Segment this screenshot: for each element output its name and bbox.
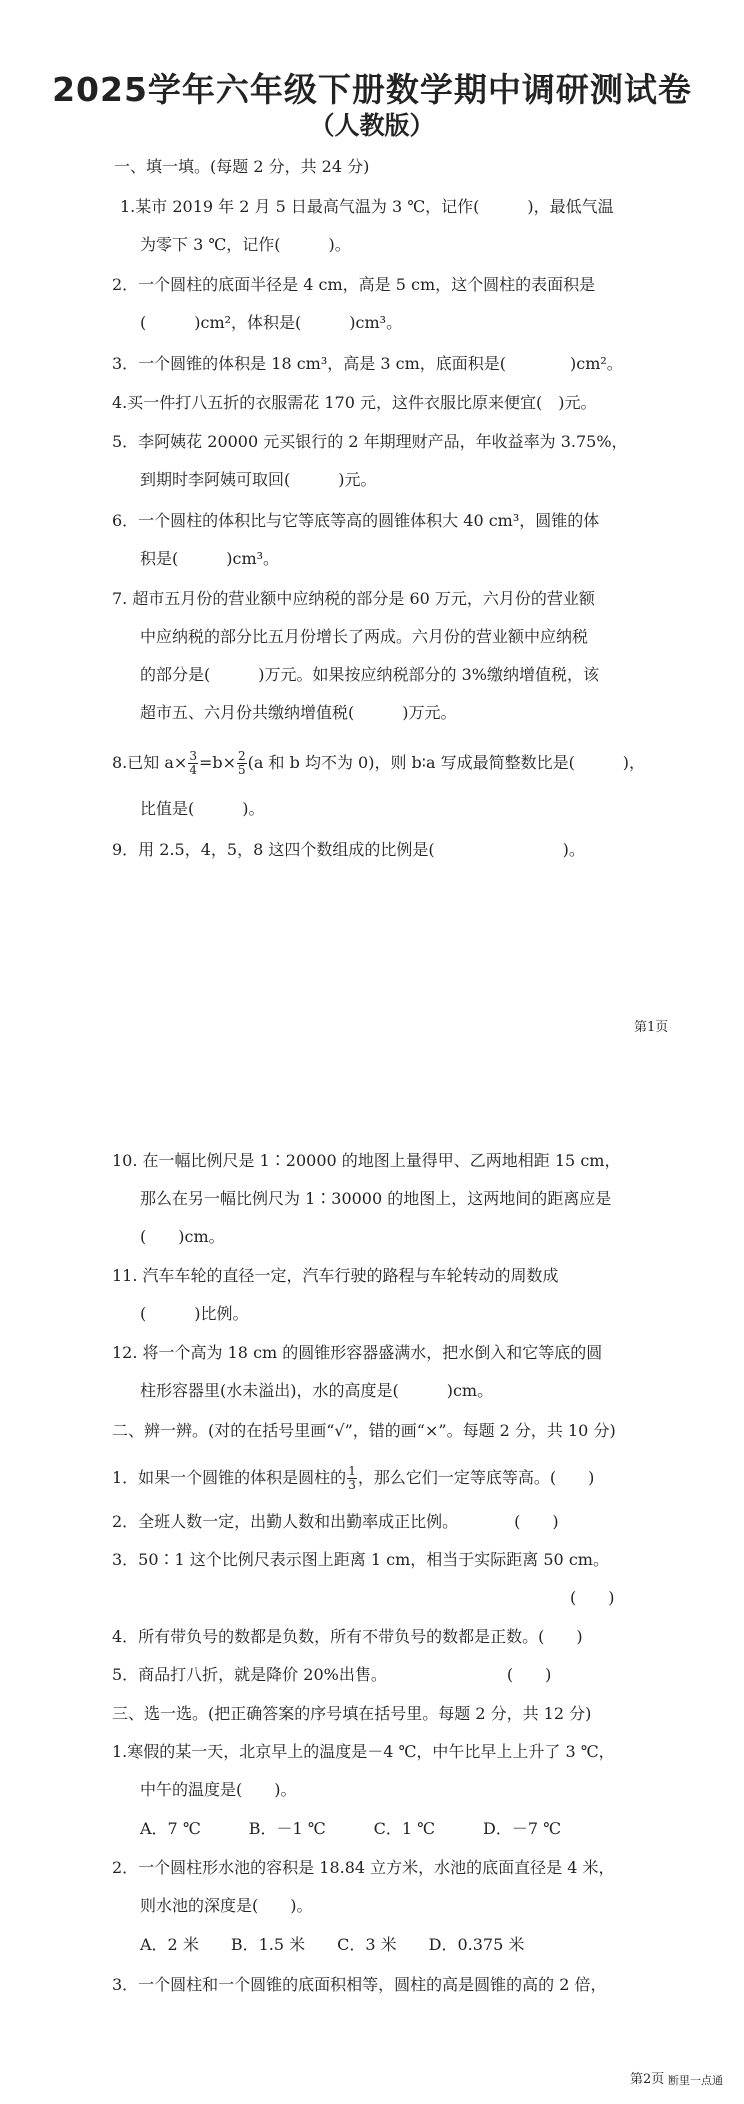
choice-2-line-1: 2．一个圆柱形水池的容积是 18.84 立方米，水池的底面直径是 4 米， [112,1858,615,1877]
question-4: 4.买一件打八五折的衣服需花 170 元，这件衣服比原来便宜( )元。 [112,393,597,412]
question-8-line-1 [112,750,645,777]
fraction-denominator: 3 [348,1478,356,1492]
judge-1-suffix: ，那么它们一定等底等高。( ) [357,1468,595,1487]
question-12-line-2: 柱形容器里(水未溢出)，水的高度是( )cm。 [140,1381,494,1400]
choice-1-line-1: 1.寒假的某一天，北京早上的温度是－4 ℃，中午比早上上升了 3 ℃， [112,1742,615,1761]
question-11-line-2: ( )比例。 [140,1304,249,1323]
judge-1-prefix: 1．如果一个圆锥的体积是圆柱的 [112,1468,347,1487]
choice-2-options: A．2 米 B．1.5 米 C．3 米 D．0.375 米 [140,1935,525,1954]
question-10-line-3: ( )cm。 [140,1227,225,1246]
section-1-heading: 一、填一填。(每题 2 分，共 24 分) [114,157,370,176]
choice-1-options: A．7 ℃ B．－1 ℃ C．1 ℃ D．－7 ℃ [140,1819,562,1838]
judge-5: 5．商品打八折，就是降价 20%出售。 ( ) [112,1665,552,1684]
question-1-line-2: 为零下 3 ℃，记作( )。 [140,235,351,254]
question-5-line-1: 5．李阿姨花 20000 元买银行的 2 年期理财产品，年收益率为 3.75%， [112,432,628,451]
fraction-two-fifths [237,750,247,777]
question-10-line-1: 10. 在一幅比例尺是 1∶20000 的地图上量得甲、乙两地相距 15 cm， [112,1151,621,1170]
question-1-line-1: 1.某市 2019 年 2 月 5 日最高气温为 3 ℃，记作( )，最低气温 [120,197,614,216]
judge-1 [112,1465,594,1492]
question-2-line-1: 2．一个圆柱的底面半径是 4 cm，高是 5 cm，这个圆柱的表面积是 [112,275,596,294]
question-9: 9．用 2.5，4，5，8 这四个数组成的比例是( )。 [112,840,585,859]
fraction-numerator: 3 [189,749,197,763]
question-7-line-4: 超市五、六月份共缴纳增值税( )万元。 [140,703,457,722]
question-7-line-3: 的部分是( )万元。如果按应纳税部分的 3%缴纳增值税，该 [140,665,599,684]
question-7-line-2: 中应纳税的部分比五月份增长了两成。六月份的营业额中应纳税 [140,627,589,646]
question-6-line-2: 积是( )cm³。 [140,549,280,568]
question-10-line-2: 那么在另一幅比例尺为 1∶30000 的地图上，这两地间的距离应是 [140,1189,612,1208]
question-5-line-2: 到期时李阿姨可取回( )元。 [140,470,377,489]
question-3: 3．一个圆锥的体积是 18 cm³，高是 3 cm，底面积是( )cm²。 [112,354,623,373]
judge-3: 3．50∶1 这个比例尺表示图上距离 1 cm，相当于实际距离 50 cm。 [112,1550,609,1569]
fraction-denominator: 4 [189,763,197,777]
q8-suffix: (a 和 b 均不为 0)，则 b∶a 写成最简整数比是( )， [247,753,646,772]
judge-3-bracket: ( ) [570,1588,615,1607]
question-11-line-1: 11. 汽车车轮的直径一定，汽车行驶的路程与车轮转动的周数成 [112,1266,559,1285]
page-number-1: 第1页 [634,1020,669,1035]
choice-2-line-2: 则水池的深度是( )。 [140,1896,313,1915]
question-7-line-1: 7. 超市五月份的营业额中应纳税的部分是 60 万元，六月份的营业额 [112,589,595,608]
q8-prefix: 8.已知 a× [112,753,188,772]
exam-subtitle: （人教版） [309,111,435,140]
section-3-heading: 三、选一选。(把正确答案的序号填在括号里。每题 2 分，共 12 分) [112,1704,592,1723]
footer-note: 断里一点通 [668,2074,723,2087]
fraction-numerator: 1 [348,1464,356,1478]
fraction-one-third [347,1465,357,1492]
section-2-heading: 二、辨一辨。(对的在括号里画“√”，错的画“×”。每题 2 分，共 10 分) [112,1421,616,1440]
q8-middle: =b× [198,753,237,772]
question-2-line-2: ( )cm²，体积是( )cm³。 [140,313,403,332]
exam-title: 2025学年六年级下册数学期中调研测试卷 [52,70,692,109]
judge-2: 2．全班人数一定，出勤人数和出勤率成正比例。 ( ) [112,1512,559,1531]
page-number-2: 第2页 [630,2072,665,2087]
fraction-denominator: 5 [238,763,246,777]
fraction-numerator: 2 [238,749,246,763]
choice-1-line-2: 中午的温度是( )。 [140,1780,297,1799]
judge-4: 4．所有带负号的数都是负数，所有不带负号的数都是正数。( ) [112,1627,583,1646]
choice-3-line-1: 3．一个圆柱和一个圆锥的底面积相等，圆柱的高是圆锥的高的 2 倍， [112,1975,607,1994]
question-8-line-2: 比值是( )。 [140,799,265,818]
question-12-line-1: 12. 将一个高为 18 cm 的圆锥形容器盛满水，把水倒入和它等底的圆 [112,1343,603,1362]
fraction-three-quarters [188,750,198,777]
question-6-line-1: 6．一个圆柱的体积比与它等底等高的圆锥体积大 40 cm³，圆锥的体 [112,511,600,530]
